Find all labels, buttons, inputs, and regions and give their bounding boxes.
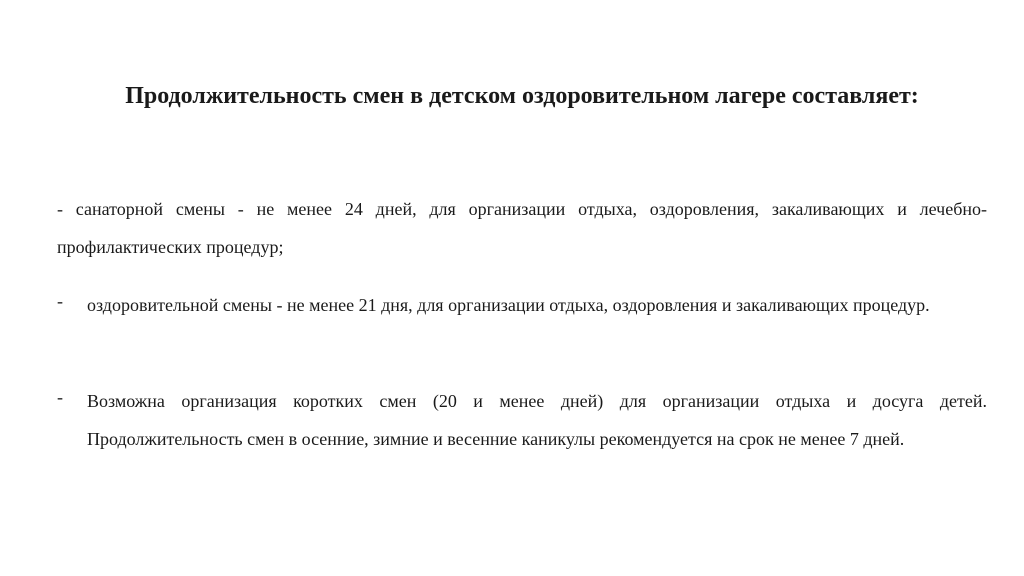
bullet-marker: - bbox=[57, 291, 63, 311]
bullet-item-short-shifts bbox=[57, 382, 987, 458]
sanatorium-shift-paragraph: - санаторной смены - не менее 24 дней, для организации отдыха, оздоровления, закаливающих и лечебно-профилактических процедур; bbox=[57, 199, 987, 257]
bullet-marker: - bbox=[57, 387, 63, 407]
bullet-text: Возможна организация коротких смен (20 и менее дней) для организации отдыха и досуга детей. Продолжительность смен в осенние, зимние и весенние каникулы рекомендуется на срок не менее 7 дней. bbox=[87, 391, 987, 449]
bullet-text: оздоровительной смены - не менее 21 дня, для организации отдыха, оздоровления и закаливающих процедур. bbox=[87, 295, 930, 315]
slide-title: Продолжительность смен в детском оздоровительном лагере составляет: bbox=[125, 83, 919, 109]
bullet-item-health-shift bbox=[57, 286, 987, 324]
